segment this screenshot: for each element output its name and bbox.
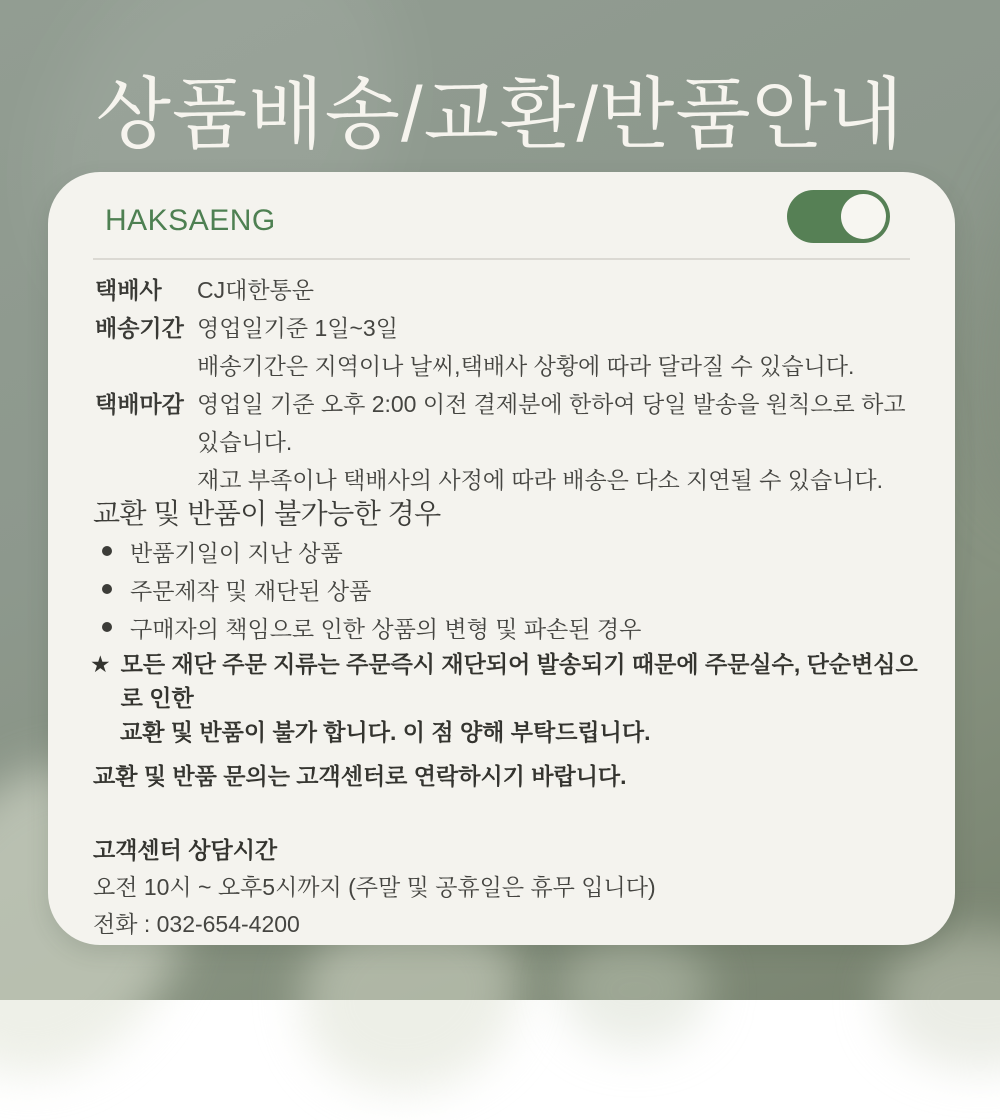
info-card [48, 172, 955, 945]
exchange-bullet-list [93, 532, 641, 646]
row-value-note: 재고 부족이나 택배사의 사정에 따라 배송은 다소 지연될 수 있습니다. [197, 467, 884, 493]
star-icon: ★ [90, 651, 111, 677]
exchange-section-heading: 교환 및 반품이 불가능한 경우 [93, 498, 441, 529]
blurred-petal [560, 930, 710, 1050]
row-value-note: 배송기간은 지역이나 날씨,택배사 상황에 따라 달라질 수 있습니다. [197, 353, 855, 379]
star-note [90, 647, 925, 749]
bullet-icon [102, 622, 112, 632]
shipping-row-courier [95, 271, 925, 309]
bullet-icon [102, 546, 112, 556]
star-note-line1: 모든 재단 주문 지류는 주문즉시 재단되어 발송되기 때문에 주문실수, 단순변심으로 인한 [120, 651, 918, 711]
brand-name: HAKSAENG [105, 204, 276, 237]
row-value: CJ대한통운 [197, 277, 314, 303]
page-title: 상품배송/교환/반품안내 [95, 70, 905, 158]
shipping-info-rows [95, 271, 925, 499]
list-item [93, 608, 641, 646]
toggle-knob [841, 194, 886, 239]
list-item-text: 구매자의 책임으로 인한 상품의 변형 및 파손된 경우 [130, 615, 642, 642]
row-value: 영업일 기준 오후 2:00 이전 결제분에 한하여 당일 발송을 원칙으로 하고있습니다. [197, 391, 906, 455]
customer-center-block [93, 832, 656, 943]
customer-center-heading: 고객센터 상담시간 [93, 837, 278, 863]
header-divider [93, 258, 910, 260]
shipping-row-cutoff [95, 385, 925, 499]
toggle-switch[interactable] [787, 190, 890, 243]
bullet-icon [102, 584, 112, 594]
customer-center-hours: 오전 10시 ~ 오후5시까지 (주말 및 공휴일은 휴무 입니다) [93, 874, 656, 900]
row-label: 택배사 [95, 277, 162, 303]
row-label: 배송기간 [95, 315, 184, 341]
shipping-row-period [95, 309, 925, 385]
list-item-text: 주문제작 및 재단된 상품 [130, 577, 372, 604]
contact-note: 교환 및 반품 문의는 고객센터로 연락하시기 바랍니다. [93, 763, 627, 789]
row-label: 택배마감 [95, 391, 184, 417]
blurred-petal [880, 930, 1000, 1070]
row-value: 영업일기준 1일~3일 [197, 315, 398, 341]
list-item [93, 532, 641, 570]
customer-center-phone: 전화 : 032-654-4200 [93, 911, 300, 937]
list-item [93, 570, 641, 608]
list-item-text: 반품기일이 지난 상품 [130, 539, 343, 566]
star-note-line2: 교환 및 반품이 불가 합니다. 이 점 양해 부탁드립니다. [120, 719, 651, 745]
